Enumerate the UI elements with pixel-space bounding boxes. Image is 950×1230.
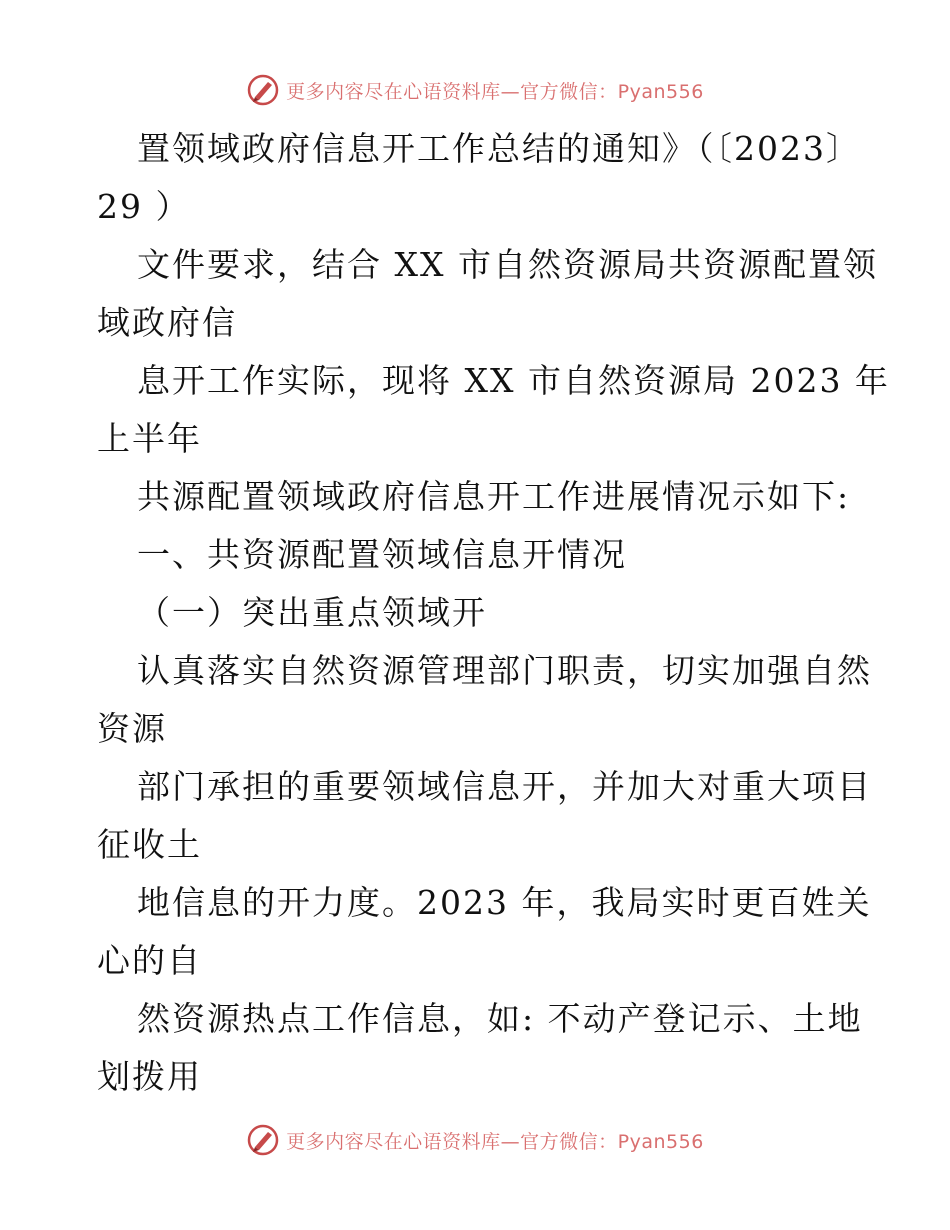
footer-banner-text: 更多内容尽在心语资料库—官方微信：Pyan556 [286,1130,704,1153]
body-text-line: 划拨用 [97,1057,202,1096]
body-text-line: 置领域政府信息开工作总结的通知》（〔2023〕 [137,129,861,168]
body-text-line: 息开工作实际，现将 XX 市自然资源局 2023 年 [137,361,890,400]
body-text-line: 文件要求，结合 XX 市自然资源局共资源配置领 [137,245,878,284]
body-text-line: 29 ） [97,187,191,226]
document-body [97,120,890,1106]
pen-seal-logo-icon [246,1123,280,1157]
body-text-line: 一、共资源配置领域信息开情况 [137,535,627,574]
body-text-line: 域政府信 [97,303,237,342]
body-text-line: 认真落实自然资源管理部门职责，切实加强自然 [137,651,872,690]
body-text-line: 征收土 [97,825,202,864]
body-text-line: 地信息的开力度。2023 年，我局实时更百姓关 [137,883,872,922]
header-banner [0,70,950,110]
header-banner-text: 更多内容尽在心语资料库—官方微信：Pyan556 [286,80,704,103]
body-text-line: 上半年 [97,419,202,458]
body-text-line: 共源配置领域政府信息开工作进展情况示如下: [137,477,851,516]
body-text-line: 然资源热点工作信息，如: 不动产登记示、土地 [137,999,863,1038]
pen-seal-logo-icon [246,73,280,107]
footer-banner [0,1120,950,1160]
body-text-line: 心的自 [97,941,202,980]
body-text-line: （一）突出重点领域开 [137,593,487,632]
body-text-line: 资源 [97,709,167,748]
body-text-line: 部门承担的重要领域信息开，并加大对重大项目 [137,767,872,806]
